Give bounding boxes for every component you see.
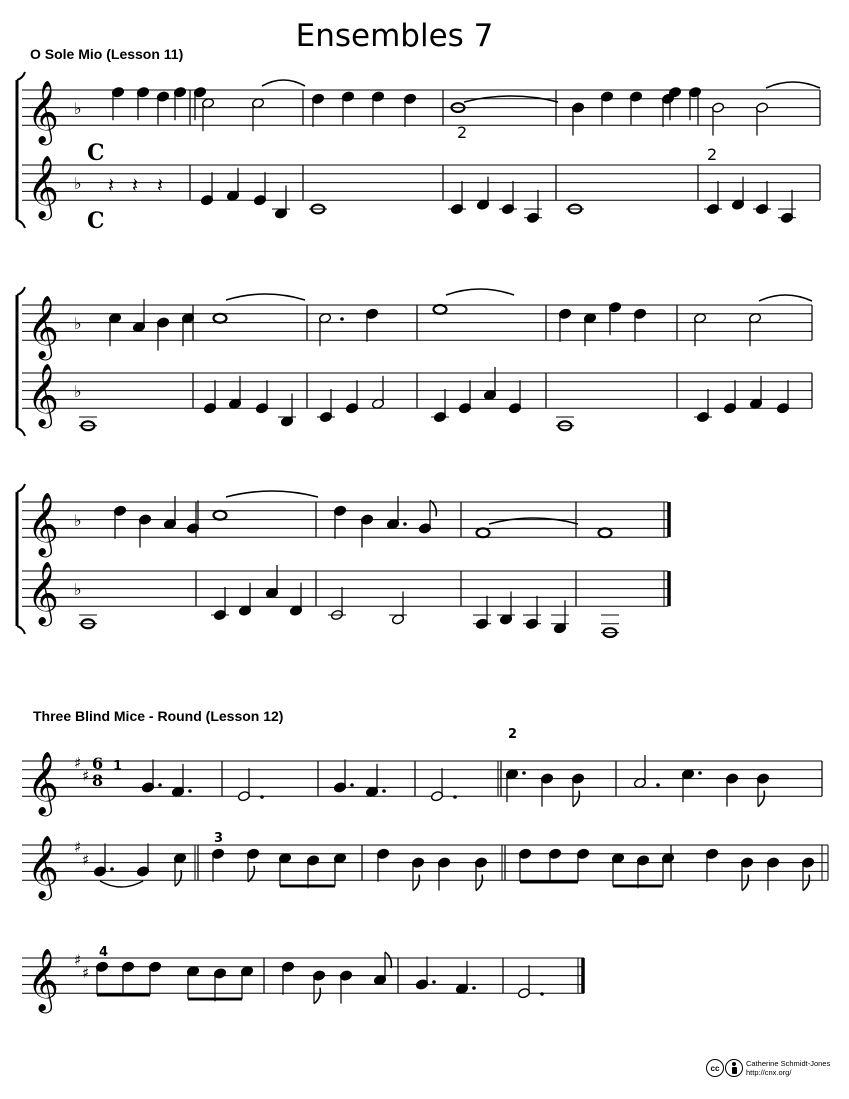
note-flag [314,988,320,1004]
sharp-sign: ♯ [82,851,90,869]
sharp-sign: ♯ [74,754,82,772]
flat-sign: ♭ [74,382,82,401]
note-flag [248,866,254,882]
augmentation-dot [382,789,386,793]
quarter-rest: 𝄽 [157,173,164,197]
augmentation-dot [698,771,702,775]
note-flag [430,500,436,516]
tie [446,289,514,295]
sharp-sign: ♯ [82,767,90,785]
whole-note [214,314,227,323]
system-bracket [17,484,25,492]
note-flag [803,875,809,891]
note-flag [385,952,391,968]
license-footer [706,1057,846,1079]
author-credit: Catherine Schmidt-Jones [746,1059,831,1068]
page-title: Ensembles 7 [295,18,494,54]
augmentation-dot [110,867,114,871]
whole-note [599,528,612,537]
person-icon [725,1059,743,1077]
augmentation-dot [188,789,192,793]
notes [79,80,820,1004]
augmentation-dot [472,986,476,990]
system-bracket [17,626,25,634]
note-flag [742,875,748,891]
whole-note [477,528,490,537]
time-signature-top: 6 [92,754,104,773]
note-flag [476,875,482,891]
tie [226,491,318,497]
treble-clef: 𝄞 [27,295,59,358]
note-flag [413,875,419,891]
fingering-mark: 2 [707,145,718,164]
system-bracket [17,428,25,436]
note-flag [175,870,181,886]
sharp-sign: ♯ [74,951,82,969]
round-entry-number: 1 [113,759,123,774]
treble-clef: 𝄞 [27,751,59,814]
tie [766,82,820,88]
augmentation-dot [656,783,660,787]
augmentation-dot [403,522,407,526]
round-entry-number: 4 [99,945,109,960]
sharp-sign: ♯ [74,838,82,856]
common-time-symbol: C [87,140,105,166]
whole-note [434,305,447,314]
common-time-symbol: C [87,208,105,234]
flat-sign: ♭ [74,580,82,599]
treble-clef: 𝄞 [27,948,59,1011]
treble-clef: 𝄞 [27,835,59,898]
flat-sign: ♭ [74,314,82,333]
augmentation-dot [158,783,162,787]
cc-icon: cc [706,1059,724,1077]
augmentation-dot [350,783,354,787]
fingering-mark: 2 [457,123,468,142]
piece-title-o-sole-mio: O Sole Mio (Lesson 11) [30,46,184,62]
round-entry-number: 2 [508,727,518,742]
flat-sign: ♭ [74,511,82,530]
time-signature-bottom: 8 [92,771,104,790]
augmentation-dot [540,992,544,996]
flat-sign: ♭ [74,174,82,193]
tie [262,80,305,86]
system-bracket [17,72,25,80]
treble-clef: 𝄞 [27,363,59,426]
system-bracket [17,287,25,295]
clefs [27,80,89,1014]
tie [489,518,578,524]
piece-title-three-blind-mice: Three Blind Mice - Round (Lesson 12) [33,708,284,724]
round-entry-number: 3 [214,831,224,846]
augmentation-dot [260,795,264,799]
source-url: http://cnx.org/ [746,1068,792,1077]
sharp-sign: ♯ [82,964,90,982]
system-bracket [17,220,25,228]
quarter-rest: 𝄽 [132,173,139,197]
treble-clef: 𝄞 [27,561,59,624]
note-flag [758,791,764,807]
augmentation-dot [522,771,526,775]
treble-clef: 𝄞 [27,492,59,555]
augmentation-dot [453,795,457,799]
flat-sign: ♭ [74,99,82,118]
augmentation-dot [340,317,344,321]
quarter-rest: 𝄽 [108,173,115,197]
slur [100,881,143,887]
treble-clef: 𝄞 [27,80,59,143]
tie [759,295,812,301]
tie [226,294,305,300]
whole-note [214,511,227,520]
treble-clef: 𝄞 [27,155,59,218]
note-flag [573,791,579,807]
augmentation-dot [432,980,436,984]
